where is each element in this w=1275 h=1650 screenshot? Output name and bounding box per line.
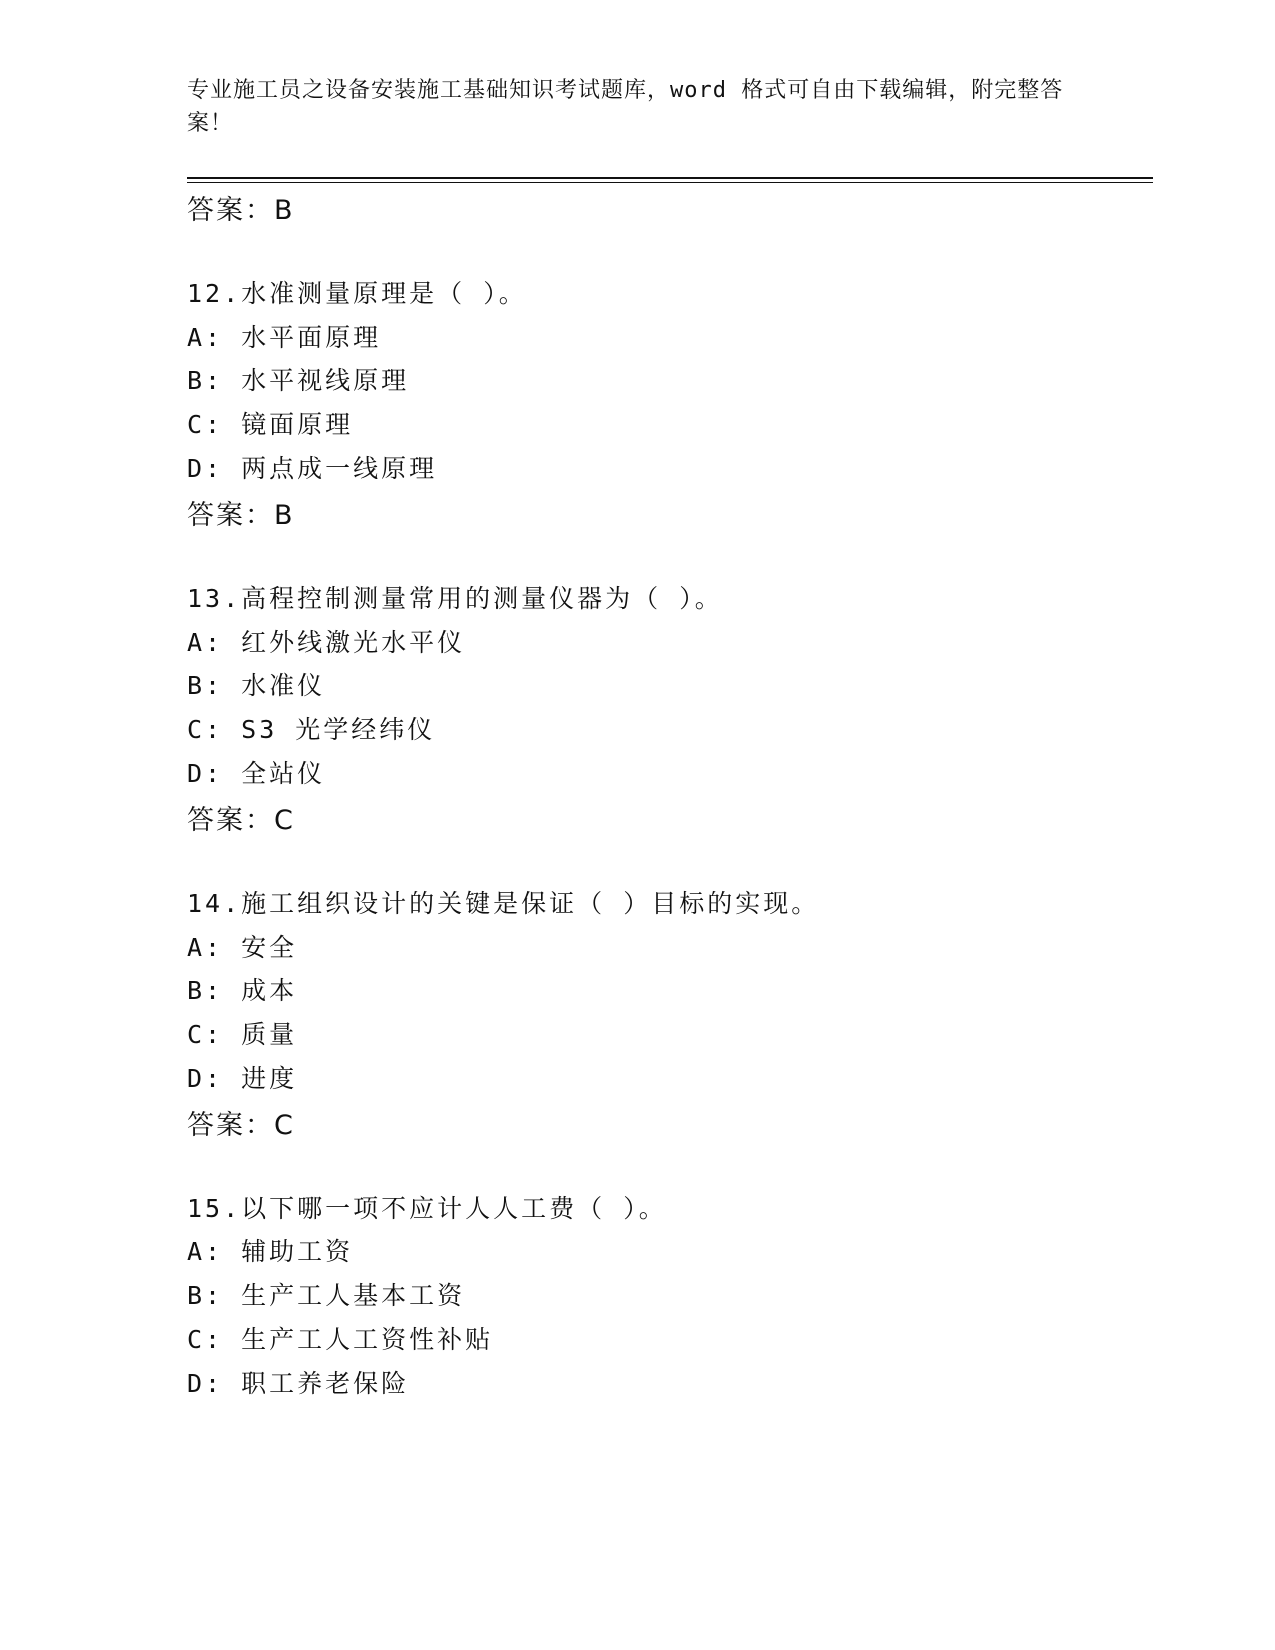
option-line: A: 辅助工资	[187, 1237, 354, 1266]
option-line: A: 水平面原理	[187, 323, 382, 352]
option-line: C: 生产工人工资性补贴	[187, 1325, 494, 1354]
option-line: D: 全站仪	[187, 759, 326, 788]
document-header: 专业施工员之设备安装施工基础知识考试题库，word 格式可自由下载编辑，附完整答案！	[187, 78, 1064, 136]
option-line: C: 镜面原理	[187, 410, 354, 439]
option-line: D: 职工养老保险	[187, 1369, 410, 1398]
answer-line: 答案：B	[187, 500, 295, 531]
answer-line: 答案：C	[187, 805, 295, 836]
answer-line: 答案：C	[187, 1110, 295, 1141]
option-line: A: 红外线激光水平仪	[187, 628, 466, 657]
question-stem: 14.施工组织设计的关键是保证（ ）目标的实现。	[187, 889, 820, 918]
option-line: B: 水平视线原理	[187, 366, 410, 395]
header-rule-thin	[187, 182, 1153, 183]
question-stem: 15.以下哪一项不应计人人工费（ ）。	[187, 1194, 667, 1223]
question-stem: 12.水准测量原理是（ ）。	[187, 279, 527, 308]
option-line: B: 成本	[187, 976, 298, 1005]
option-line: A: 安全	[187, 933, 298, 962]
option-line: B: 生产工人基本工资	[187, 1281, 466, 1310]
option-line: C: S3 光学经纬仪	[187, 715, 436, 744]
option-line: D: 进度	[187, 1064, 298, 1093]
option-line: B: 水准仪	[187, 671, 326, 700]
question-stem: 13.高程控制测量常用的测量仪器为（ ）。	[187, 584, 723, 613]
option-line: D: 两点成一线原理	[187, 454, 438, 483]
option-line: C: 质量	[187, 1020, 298, 1049]
header-rule-thick	[187, 177, 1153, 179]
answer-line: 答案：B	[187, 195, 295, 226]
